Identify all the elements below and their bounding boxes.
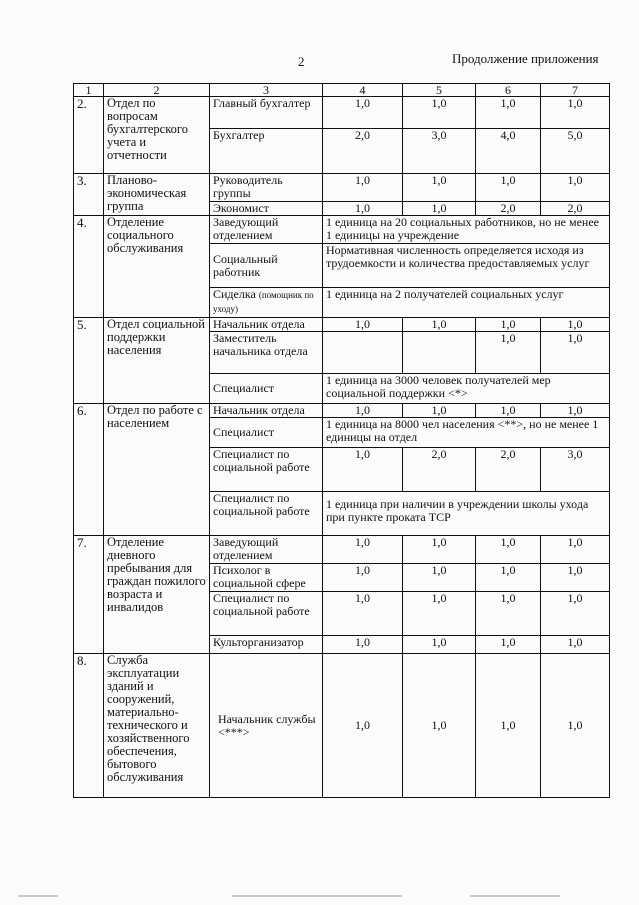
staff-value: 1,0 bbox=[403, 202, 476, 216]
staff-value: 1,0 bbox=[476, 332, 541, 374]
position-name: Экономист bbox=[210, 202, 323, 216]
staff-value: 1,0 bbox=[476, 174, 541, 202]
position-note-small: (помощник по уходу) bbox=[213, 290, 314, 314]
table-row bbox=[74, 174, 610, 202]
staff-value: 1,0 bbox=[403, 654, 476, 798]
position-name: Специалист по социальной работе bbox=[210, 448, 323, 492]
staff-value: 1,0 bbox=[403, 592, 476, 636]
position-name: Специалист по социальной работе bbox=[210, 592, 323, 636]
staff-value: 1,0 bbox=[323, 404, 403, 418]
position-name: Заведующий отделением bbox=[210, 536, 323, 564]
scan-edge-marks bbox=[0, 895, 639, 899]
staff-value: 1,0 bbox=[403, 636, 476, 654]
staff-value: 1,0 bbox=[541, 536, 610, 564]
staff-value: 1,0 bbox=[541, 332, 610, 374]
staff-value: 1,0 bbox=[323, 592, 403, 636]
col-header: 2 bbox=[104, 84, 210, 97]
staff-value: 1,0 bbox=[323, 174, 403, 202]
staff-value: 2,0 bbox=[323, 129, 403, 174]
page-number: 2 bbox=[298, 54, 305, 69]
norm-note: 1 единица на 20 социальных работников, но не менее 1 единицы на учреждение bbox=[323, 216, 610, 244]
scan-mark bbox=[470, 895, 560, 897]
staff-value: 1,0 bbox=[323, 536, 403, 564]
staff-value: 1,0 bbox=[323, 564, 403, 592]
staff-value: 1,0 bbox=[476, 564, 541, 592]
col-header: 5 bbox=[403, 84, 476, 97]
table-row bbox=[74, 97, 610, 129]
position-name: Социальный работник bbox=[210, 244, 323, 288]
norm-note: Нормативная численность определяется исходя из трудоемкости и количества предоставляемых услуг bbox=[323, 244, 610, 288]
staff-value: 1,0 bbox=[323, 654, 403, 798]
staff-value: 1,0 bbox=[476, 318, 541, 332]
staff-value: 5,0 bbox=[541, 129, 610, 174]
position-name: Психолог в социальной сфере bbox=[210, 564, 323, 592]
staffing-table bbox=[73, 83, 610, 798]
position-label: Сиделка bbox=[213, 287, 256, 301]
staff-value: 1,0 bbox=[476, 654, 541, 798]
position-name bbox=[210, 288, 323, 318]
staff-value: 1,0 bbox=[541, 318, 610, 332]
position-name: Культорганизатор bbox=[210, 636, 323, 654]
staff-value: 1,0 bbox=[403, 404, 476, 418]
norm-note: 1 единица на 3000 человек получателей мер социальной поддержки <*> bbox=[323, 374, 610, 404]
staff-value bbox=[403, 332, 476, 374]
position-name: Начальник отдела bbox=[210, 404, 323, 418]
staff-value bbox=[323, 332, 403, 374]
section-number: 4. bbox=[74, 216, 104, 318]
staff-value: 1,0 bbox=[323, 97, 403, 129]
staff-value: 1,0 bbox=[403, 318, 476, 332]
table-row bbox=[74, 404, 610, 418]
continuation-label: Продолжение приложения bbox=[452, 51, 599, 66]
section-number: 6. bbox=[74, 404, 104, 536]
staff-value: 1,0 bbox=[323, 636, 403, 654]
staff-value: 1,0 bbox=[403, 564, 476, 592]
section-number: 2. bbox=[74, 97, 104, 174]
table-row bbox=[74, 536, 610, 564]
header-row bbox=[74, 84, 610, 97]
staff-value: 3,0 bbox=[403, 129, 476, 174]
staff-value: 1,0 bbox=[541, 592, 610, 636]
table-row bbox=[74, 318, 610, 332]
table-row bbox=[74, 216, 610, 244]
staff-value: 1,0 bbox=[476, 97, 541, 129]
staff-value: 2,0 bbox=[541, 202, 610, 216]
position-name: Специалист bbox=[210, 418, 323, 448]
department-name: Отдел по вопросам бухгалтерского учета и отчетности bbox=[104, 97, 210, 174]
staff-value: 4,0 bbox=[476, 129, 541, 174]
position-name: Заместитель начальника отдела bbox=[210, 332, 323, 374]
position-name: Специалист bbox=[210, 374, 323, 404]
staff-value: 1,0 bbox=[323, 448, 403, 492]
department-name: Отдел социальной поддержки населения bbox=[104, 318, 210, 404]
position-name: Начальник отдела bbox=[210, 318, 323, 332]
department-name: Отделение дневного пребывания для граждан пожилого возраста и инвалидов bbox=[104, 536, 210, 654]
staff-value: 1,0 bbox=[541, 564, 610, 592]
staff-value: 2,0 bbox=[476, 202, 541, 216]
staff-value: 1,0 bbox=[541, 654, 610, 798]
department-name: Отдел по работе с населением bbox=[104, 404, 210, 536]
scan-mark bbox=[18, 895, 58, 897]
scan-mark bbox=[232, 895, 402, 897]
position-name: Бухгалтер bbox=[210, 129, 323, 174]
staff-value: 2,0 bbox=[403, 448, 476, 492]
staff-value: 1,0 bbox=[476, 404, 541, 418]
department-name: Служба эксплуатации зданий и сооружений, материально-технического и хозяйственного обеспечения, бытового обслуживания bbox=[104, 654, 210, 798]
table-row bbox=[74, 654, 610, 798]
staff-value: 1,0 bbox=[541, 97, 610, 129]
section-number: 5. bbox=[74, 318, 104, 404]
staff-value: 1,0 bbox=[476, 636, 541, 654]
department-name: Планово-экономическая группа bbox=[104, 174, 210, 216]
department-name: Отделение социального обслуживания bbox=[104, 216, 210, 318]
position-name: Главный бухгалтер bbox=[210, 97, 323, 129]
position-name: Заведующий отделением bbox=[210, 216, 323, 244]
section-number: 8. bbox=[74, 654, 104, 798]
staff-value: 1,0 bbox=[476, 592, 541, 636]
section-number: 7. bbox=[74, 536, 104, 654]
norm-note: 1 единица при наличии в учреждении школы ухода при пункте проката ТСР bbox=[323, 492, 610, 536]
position-name: Руководитель группы bbox=[210, 174, 323, 202]
staff-value: 1,0 bbox=[541, 636, 610, 654]
staff-value: 1,0 bbox=[541, 174, 610, 202]
staff-value: 1,0 bbox=[403, 174, 476, 202]
section-number: 3. bbox=[74, 174, 104, 216]
position-name: Специалист по социальной работе bbox=[210, 492, 323, 536]
staff-value: 3,0 bbox=[541, 448, 610, 492]
col-header: 6 bbox=[476, 84, 541, 97]
staff-value: 1,0 bbox=[476, 536, 541, 564]
position-name: Начальник службы <***> bbox=[210, 654, 323, 798]
staff-value: 1,0 bbox=[541, 404, 610, 418]
staff-value: 1,0 bbox=[403, 97, 476, 129]
norm-note: 1 единица на 2 получателей социальных услуг bbox=[323, 288, 610, 318]
staff-value: 2,0 bbox=[476, 448, 541, 492]
staff-value: 1,0 bbox=[323, 202, 403, 216]
col-header: 3 bbox=[210, 84, 323, 97]
staff-value: 1,0 bbox=[323, 318, 403, 332]
norm-note: 1 единица на 8000 чел населения <**>, но не менее 1 единицы на отдел bbox=[323, 418, 610, 448]
col-header: 7 bbox=[541, 84, 610, 97]
col-header: 4 bbox=[323, 84, 403, 97]
col-header: 1 bbox=[74, 84, 104, 97]
staff-value: 1,0 bbox=[403, 536, 476, 564]
